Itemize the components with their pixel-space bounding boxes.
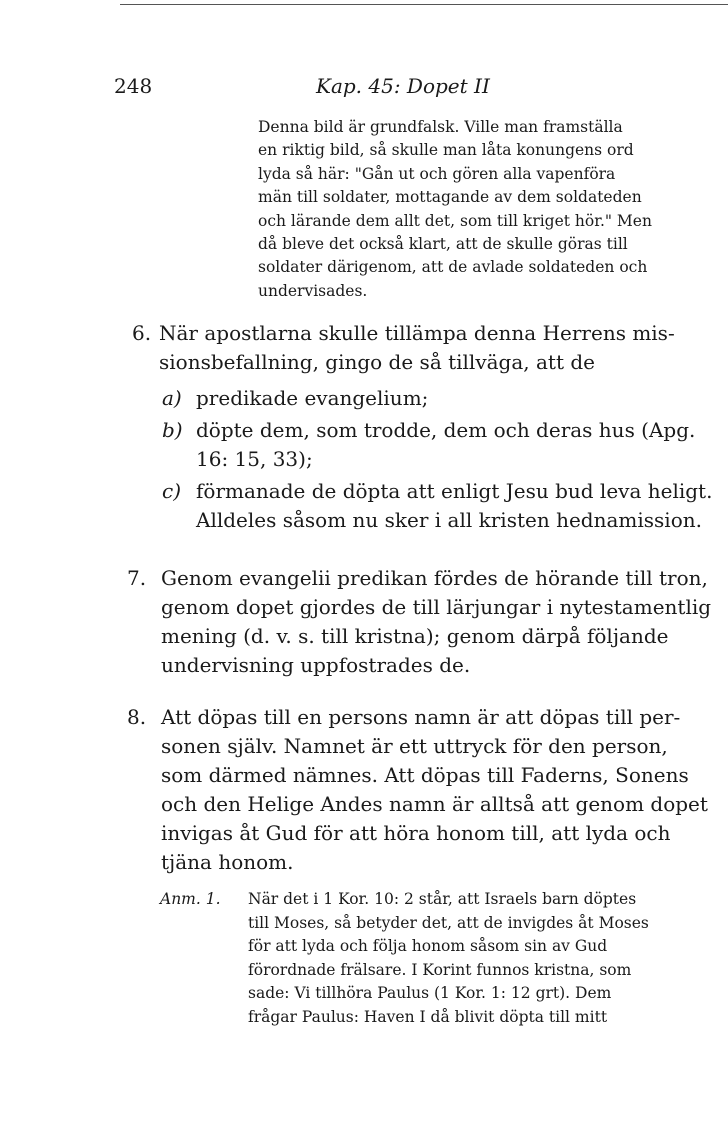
item-line: genom dopet gjordes de till lärjungar i nytestamentlig — [161, 595, 712, 619]
item-line: tjäna honom. — [161, 850, 294, 874]
item-line: undervisning uppfostrades de. — [161, 653, 471, 677]
subitem-b — [162, 416, 712, 474]
item-line: När apostlarna skulle tillämpa denna Herrens mis- — [159, 321, 675, 345]
item-line: Genom evangelii predikan fördes de hörande till tron, — [161, 566, 708, 590]
note-label: Anm. 1. — [160, 890, 221, 908]
item-line: invigas åt Gud för att höra honom till, att lyda och — [161, 821, 671, 845]
quote-paragraph — [258, 116, 684, 303]
note-line: När det i 1 Kor. 10: 2 står, att Israels barn döptes — [248, 890, 637, 908]
item-number: 8. — [127, 705, 147, 729]
quote-line: Denna bild är grundfalsk. Ville man framställa — [258, 118, 623, 136]
item-number: 6. — [132, 321, 152, 345]
note-line: frågar Paulus: Haven I då blivit döpta till mitt — [248, 1007, 608, 1026]
subitem-label: b) — [162, 418, 183, 442]
running-head: Kap. 45: Dopet II — [316, 74, 490, 98]
subitem-line: 16: 15, 33); — [196, 447, 313, 471]
subitem-line: förmanade de döpta att enligt Jesu bud leva heligt. — [196, 479, 713, 503]
subitem-line: döpte dem, som trodde, dem och deras hus (Apg. — [196, 418, 696, 442]
subitem-label: c) — [162, 479, 182, 503]
item-number: 7. — [127, 566, 147, 590]
note-line: förordnade frälsare. I Korint funnos kristna, som — [248, 960, 632, 979]
item-line: Att döpas till en persons namn är att döpas till per- — [161, 705, 681, 729]
note-line: till Moses, så betyder det, att de invigdes åt Moses — [248, 913, 649, 932]
quote-line: undervisades. — [258, 281, 368, 300]
item-line: sionsbefallning, gingo de så tillväga, att de — [159, 350, 595, 374]
item-6-subitems — [162, 384, 712, 538]
subitem-c — [162, 477, 712, 535]
subitem-a — [162, 384, 712, 413]
item-line: som därmed nämnes. Att döpas till Faderns, Sonens — [161, 763, 689, 787]
note-line: för att lyda och följa honom såsom sin av Gud — [248, 937, 608, 956]
item-line: sonen själv. Namnet är ett uttryck för den person, — [161, 734, 668, 758]
item-line: mening (d. v. s. till kristna); genom därpå följande — [161, 624, 669, 648]
item-line: och den Helige Andes namn är alltså att genom dopet — [161, 792, 708, 816]
quote-line: soldater därigenom, att de avlade soldateden och — [258, 258, 648, 277]
item-8 — [127, 703, 708, 877]
top-rule — [120, 4, 728, 5]
note-anm-1 — [160, 888, 649, 1030]
item-7 — [127, 564, 711, 680]
note-line: sade: Vi tillhöra Paulus (1 Kor. 1: 12 grt). Dem — [248, 984, 612, 1003]
item-6 — [132, 319, 675, 377]
subitem-line: predikade evangelium; — [196, 386, 429, 410]
quote-line: en riktig bild, så skulle man låta konungens ord — [258, 141, 634, 160]
subitem-line: Alldeles såsom nu sker i all kristen hednamission. — [196, 508, 702, 532]
subitem-label: a) — [162, 386, 182, 410]
page-number: 248 — [114, 74, 153, 98]
quote-line: lyda så här: "Gån ut och gören alla vapenföra — [258, 164, 616, 183]
quote-line: då bleve det också klart, att de skulle göras till — [258, 235, 628, 254]
quote-line: män till soldater, mottagande av dem soldateden — [258, 188, 642, 207]
quote-line: och lärande dem allt det, som till kriget hör." Men — [258, 211, 652, 230]
